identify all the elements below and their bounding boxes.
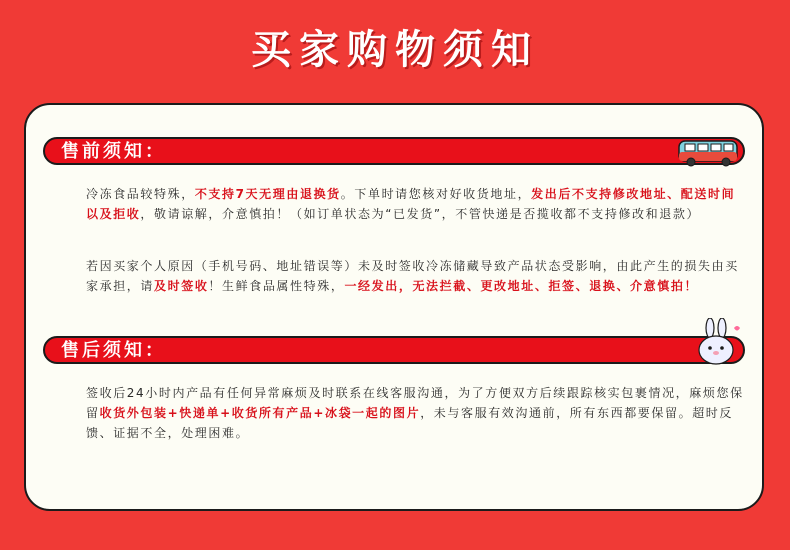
pre-sale-paragraph-1 — [86, 184, 746, 224]
after-sale-paragraph — [86, 383, 746, 443]
after-sale-header — [43, 336, 745, 364]
text-segment: ，未与客服有效沟通前，所有东西都要保留。超时反馈、证据不全，处理困难。 — [86, 406, 733, 440]
highlight-segment: 一经发出，无法拦截、更改地址、拒签、退换、介意慎拍！ — [344, 279, 699, 293]
bunny-icon — [690, 318, 742, 366]
highlight-segment: 及时签收 — [154, 279, 209, 293]
page-title: 买家购物须知 — [251, 27, 539, 73]
after-sale-heading: 售后须知： — [61, 340, 166, 361]
pre-sale-header — [43, 137, 745, 165]
text-segment: 冷冻食品较特殊， — [86, 187, 195, 201]
text-segment: ，敬请谅解，介意慎拍！（如订单状态为“已发货”，不管快递是否揽收都不支持修改和退款） — [140, 207, 701, 221]
pre-sale-heading: 售前须知： — [61, 141, 166, 162]
highlight-segment: 收货外包装+快递单+收货所有产品+冰袋一起的图片 — [99, 406, 421, 420]
van-icon — [676, 138, 742, 168]
text-segment: ！生鲜食品属性特殊， — [208, 279, 345, 293]
text-segment: 若因买家个人原因（手机号码、地址错误等）未及时签收冷冻储藏导致产品状态受影响，由此产生的损失由买家承担，请 — [86, 259, 739, 293]
text-segment: 签收后24小时内产品有任何异常麻烦及时联系在线客服沟通，为了方便双方后续跟踪核实包裹情况，麻烦您保留 — [86, 386, 744, 420]
pre-sale-paragraph-2 — [86, 256, 746, 296]
highlight-segment: 不支持7天无理由退换货 — [194, 187, 341, 201]
text-segment: 。下单时请您核对好收货地址， — [340, 187, 532, 201]
highlight-segment: 发出后不支持修改地址、配送时间以及拒收 — [86, 187, 736, 221]
